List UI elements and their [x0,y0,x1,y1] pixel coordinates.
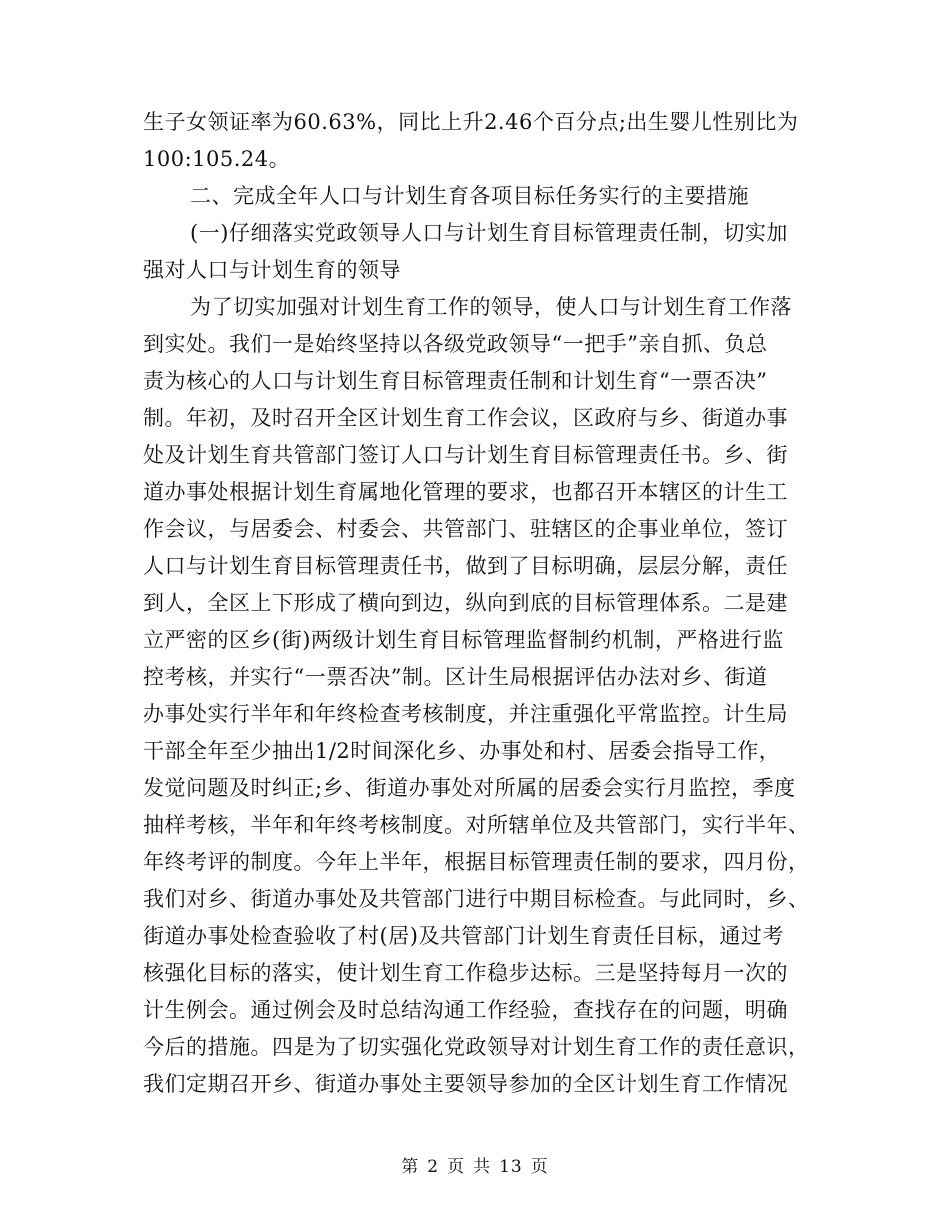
paragraph-line: 到实处。我们一是始终坚持以各级党政领导“一把手”亲自抓、负总 [143,332,768,356]
paragraph-line: 今后的措施。四是为了切实强化党政领导对计划生育工作的责任意识， [143,1035,810,1059]
subsection-heading: (一)仔细落实党政领导人口与计划生育目标管理责任制，切实加 [190,221,788,245]
paragraph-line: 计生例会。通过例会及时总结沟通工作经验，查找存在的问题，明确 [143,998,788,1022]
paragraph-line: 为了切实加强对计划生育工作的领导，使人口与计划生育工作落 [190,295,792,319]
paragraph-line: 控考核，并实行“一票否决”制。区计生局根据评估办法对乡、街道 [143,665,768,689]
paragraph-line: 街道办事处检查验收了村(居)及共管部门计划生育责任目标，通过考 [143,924,784,948]
paragraph-line: 年终考评的制度。今年上半年，根据目标管理责任制的要求，四月份， [143,850,810,874]
footer-page-label: 页 [447,1157,466,1177]
page-number: 2 [427,1157,440,1177]
paragraph-line: 责为核心的人口与计划生育目标管理责任制和计划生育“一票否决” [143,369,768,393]
subsection-heading-continued: 强对人口与计划生育的领导 [143,258,401,282]
paragraph-line: 核强化目标的落实，使计划生育工作稳步达标。三是坚持每月一次的 [143,961,788,985]
paragraph-line: 人口与计划生育目标管理责任书，做到了目标明确，层层分解，责任 [143,554,788,578]
paragraph-line: 100:105.24。 [143,147,291,171]
paragraph-line: 我们对乡、街道办事处及共管部门进行中期目标检查。与此同时，乡、 [143,887,810,911]
paragraph-line: 抽样考核，半年和年终考核制度。对所辖单位及共管部门，实行半年、 [143,813,810,837]
footer-total-label: 共 [473,1157,492,1177]
paragraph-line: 生子女领证率为60.63%，同比上升2.46个百分点;出生婴儿性别比为 [143,110,799,134]
page-footer [0,1152,950,1177]
paragraph-line: 干部全年至少抽出1/2时间深化乡、办事处和村、居委会指导工作， [143,739,781,763]
paragraph-line: 道办事处根据计划生育属地化管理的要求，也都召开本辖区的计生工 [143,480,788,504]
paragraph-line: 到人，全区上下形成了横向到边，纵向到底的目标管理体系。二是建 [143,591,788,615]
paragraph-line: 制。年初，及时召开全区计划生育工作会议，区政府与乡、街道办事 [143,406,788,430]
document-body [143,104,810,1103]
footer-prefix: 第 [401,1157,420,1177]
paragraph-line: 作会议，与居委会、村委会、共管部门、驻辖区的企事业单位，签订 [143,517,788,541]
total-pages: 13 [499,1157,523,1177]
paragraph-line: 办事处实行半年和年终检查考核制度，并注重强化平常监控。计生局 [143,702,788,726]
paragraph-line: 立严密的区乡(街)两级计划生育目标管理监督制约机制，严格进行监 [143,628,784,652]
paragraph-line: 处及计划生育共管部门签订人口与计划生育目标管理责任书。乡、街 [143,443,788,467]
paragraph-line: 我们定期召开乡、街道办事处主要领导参加的全区计划生育工作情况 [143,1072,788,1096]
section-heading: 二、完成全年人口与计划生育各项目标任务实行的主要措施 [190,184,749,208]
footer-suffix: 页 [530,1157,549,1177]
paragraph-line: 发觉问题及时纠正;乡、街道办事处对所属的居委会实行月监控，季度 [143,776,796,800]
